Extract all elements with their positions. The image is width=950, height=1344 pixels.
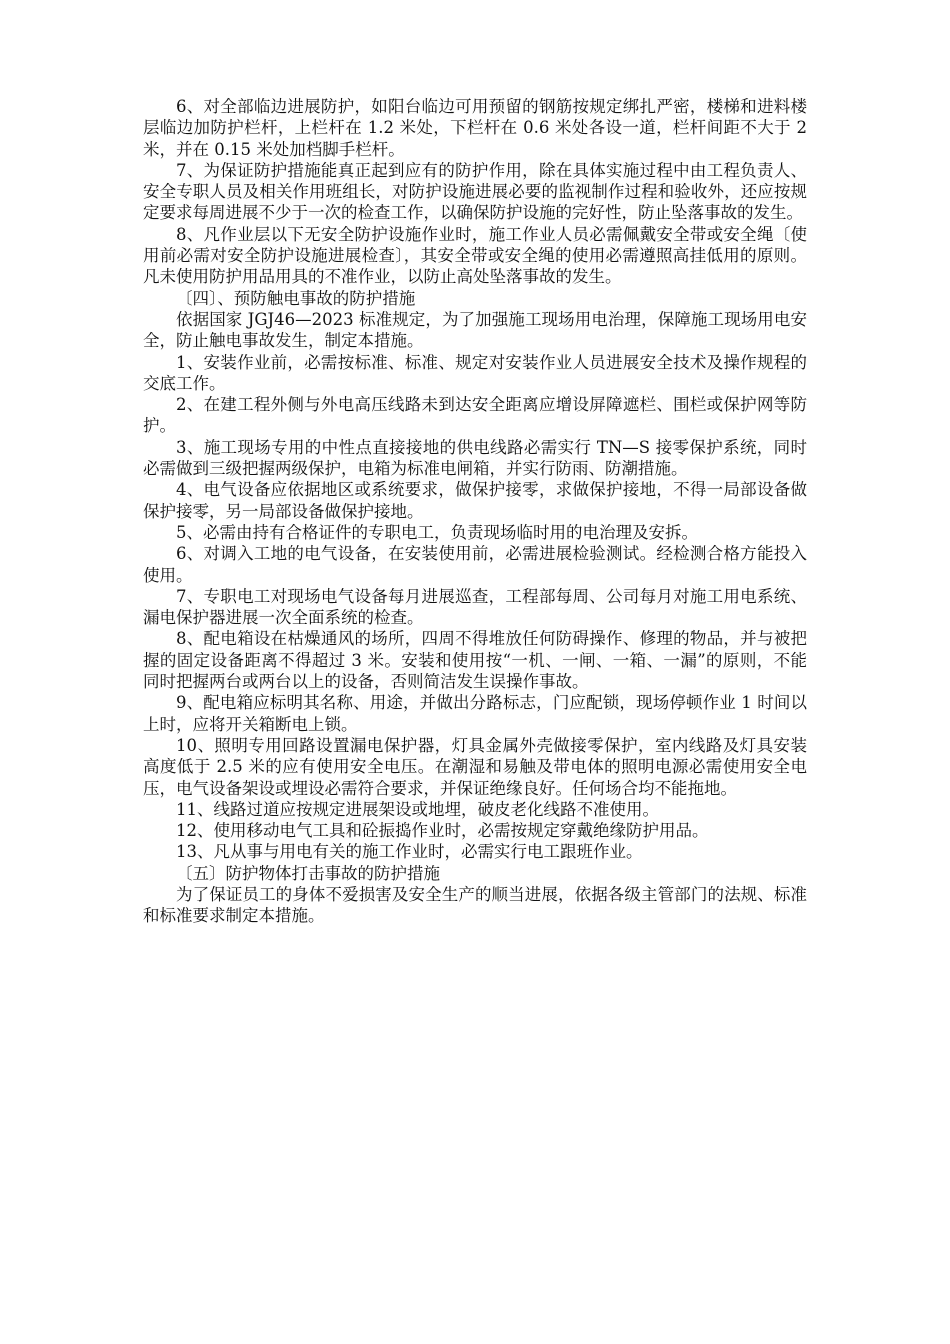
paragraph-electric-8: 8、配电箱设在枯燥通风的场所，四周不得堆放任何防碍操作、修理的物品，并与被把握的固定设备距离不得超过 3 米。安装和使用按“一机、一闸、一箱、一漏”的原则，不能同时把握两台或两台以上的设备，否则简洁发生误操作事故。 <box>143 629 807 692</box>
paragraph-electric-1: 1、安装作业前，必需按标准、标准、规定对安装作业人员进展安全技术及操作规程的交底工作。 <box>143 352 807 393</box>
paragraph-electric-13: 13、凡从事与用电有关的施工作业时，必需实行电工跟班作业。 <box>176 842 643 862</box>
section-heading-electric-shock: 〔四〕、预防触电事故的防护措施 <box>176 288 416 308</box>
paragraph-electric-10: 10、照明专用回路设置漏电保护器，灯具金属外壳做接零保护，室内线路及灯具安装高度低于 2.5 米的应有使用安全电压。在潮湿和易触及带电体的照明电源必需使用安全电压，电气设备架设或埋设必需符合要求，并保证绝缘良好。任何场合均不能拖地。 <box>143 735 807 798</box>
paragraph-electric-5: 5、必需由持有合格证件的专职电工，负责现场临时用的电治理及安拆。 <box>176 522 698 542</box>
paragraph-electric-2: 2、在建工程外侧与外电高压线路未到达安全距离应增设屏障遮栏、围栏或保护网等防护。 <box>143 395 807 436</box>
paragraph-electric-7: 7、专职电工对现场电气设备每月进展巡查，工程部每周、公司每月对施工用电系统、漏电保护器进展一次全面系统的检查。 <box>143 586 807 628</box>
paragraph-object-strike-intro: 为了保证员工的身体不爱损害及安全生产的顺当进展，依据各级主管部门的法规、标准和标准要求制定本措施。 <box>143 884 807 926</box>
paragraph-electric-intro: 依据国家 JGJ46—2023 标准规定，为了加强施工现场用电治理，保障施工现场用电安全，防止触电事故发生，制定本措施。 <box>143 309 807 351</box>
paragraph-electric-11: 11、线路过道应按规定进展架设或地埋，破皮老化线路不准使用。 <box>176 799 659 819</box>
paragraph-electric-9: 9、配电箱应标明其名称、用途，并做出分路标志，门应配锁，现场停顿作业 1 时间以上时，应将开关箱断电上锁。 <box>143 693 807 734</box>
paragraph-item-8-safety-belt: 8、凡作业层以下无安全防护设施作业时，施工作业人员必需佩戴安全带或安全绳〔使用前必需对安全防护设施进展检查〕，其安全带或安全绳的使用必需遵照高挂低用的原则。凡未使用防护用品用具的不准作业，以防止高处坠落事故的发生。 <box>143 224 807 287</box>
paragraph-item-7-inspection: 7、为保证防护措施能真正起到应有的防护作用，除在具体实施过程中由工程负责人、安全专职人员及相关作用班组长，对防护设施进展必要的监视制作过程和验收外，还应按规定要求每周进展不少于一次的检查工作，以确保防护设施的完好性，防止坠落事故的发生。 <box>143 160 807 223</box>
paragraph-electric-6: 6、对调入工地的电气设备，在安装使用前，必需进展检验测试。经检测合格方能投入使用。 <box>143 544 807 585</box>
paragraph-item-6-edge-protection: 6、对全部临边进展防护，如阳台临边可用预留的钢筋按规定绑扎严密，楼梯和进料楼层临边加防护栏杆，上栏杆在 1.2 米处，下栏杆在 0.6 米处各设一道，栏杆间距不大于 2 米，并在 0.15 米处加档脚手栏杆。 <box>143 97 807 159</box>
paragraph-electric-4: 4、电气设备应依据地区或系统要求，做保护接零，求做保护接地，不得一局部设备做保护接零，另一局部设备做保护接地。 <box>143 480 807 521</box>
paragraph-electric-12: 12、使用移动电气工具和砼振捣作业时，必需按规定穿戴绝缘防护用品。 <box>176 821 709 841</box>
paragraph-electric-3: 3、施工现场专用的中性点直接接地的供电线路必需实行 TN—S 接零保护系统，同时必需做到三级把握两级保护，电箱为标准电闸箱，并实行防雨、防潮措施。 <box>143 437 807 479</box>
section-heading-object-strike: 〔五〕防护物体打击事故的防护措施 <box>176 863 440 883</box>
document-body <box>143 96 807 927</box>
